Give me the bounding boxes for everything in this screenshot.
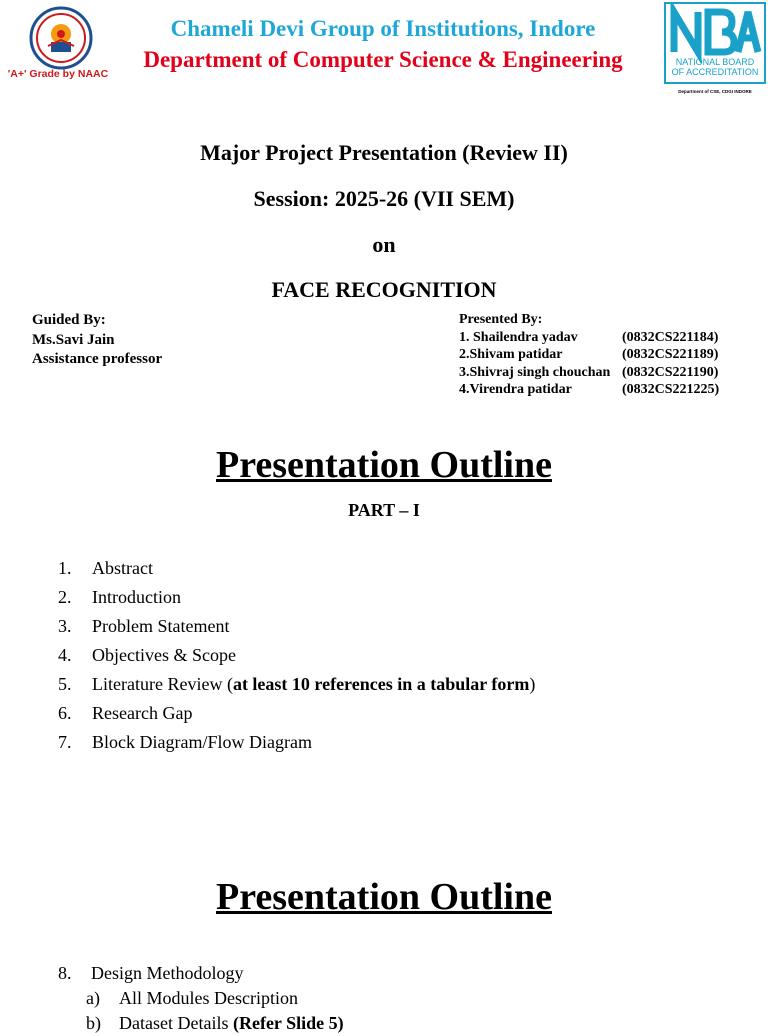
member-name: 3.Shivraj singh chouchan — [459, 364, 611, 380]
outline-heading: Presentation Outline — [215, 876, 552, 918]
item-text-pre: Literature Review ( — [92, 674, 233, 694]
item-text-pre: Dataset Details — [119, 1013, 233, 1033]
item-text-bold: at least 10 references in a tabular form — [232, 674, 530, 694]
item-text: Problem Statement — [92, 616, 230, 636]
guide-role: Assistance professor — [32, 351, 163, 367]
item-text-post: ) — [529, 674, 536, 694]
presented-by-block — [459, 311, 720, 399]
nba-logo — [664, 2, 766, 94]
item-number: 7. — [58, 732, 72, 752]
member-row — [459, 364, 719, 382]
item-number: 6. — [58, 703, 72, 723]
member-row — [459, 346, 719, 364]
member-name: 1. Shailendra yadav — [459, 329, 578, 345]
item-text: Block Diagram/Flow Diagram — [92, 732, 312, 752]
member-id: (0832CS221190) — [622, 364, 719, 380]
guide-name: Ms.Savi Jain — [32, 331, 115, 348]
item-text — [119, 1011, 344, 1035]
item-number: 1. — [58, 558, 72, 578]
nba-line1: NATIONAL BOARD — [675, 57, 755, 67]
member-row — [459, 381, 720, 399]
item-text — [92, 672, 535, 696]
nba-line2: OF ACCREDITATION — [671, 67, 759, 77]
guided-heading: Guided By: — [32, 312, 106, 328]
naac-grade-label: 'A+' Grade by NAAC — [7, 68, 109, 80]
project-topic: FACE RECOGNITION — [271, 277, 497, 302]
item-number: 8. — [58, 963, 72, 983]
item-text: Abstract — [92, 558, 153, 578]
item-number: 5. — [58, 674, 72, 694]
presentation-title: Major Project Presentation (Review II) — [200, 140, 568, 165]
member-id: (0832CS221189) — [622, 347, 719, 362]
department-name: Department of Computer Science & Engineering — [143, 47, 623, 72]
item-text: Objectives & Scope — [92, 645, 236, 665]
session-label: Session: 2025-26 (VII SEM) — [253, 186, 515, 211]
institution-name: Chameli Devi Group of Institutions, Indore — [170, 16, 596, 41]
item-text: All Modules Description — [119, 988, 298, 1008]
item-number: b) — [86, 1013, 101, 1033]
on-label: on — [372, 232, 396, 257]
guided-by-block — [32, 311, 162, 370]
item-number: 3. — [58, 616, 72, 636]
member-name: 2.Shivam patidar — [459, 347, 563, 362]
member-id: (0832CS221225) — [622, 382, 720, 397]
presented-heading: Presented By: — [459, 312, 543, 327]
item-text: Research Gap — [92, 703, 193, 723]
item-number: a) — [86, 988, 100, 1008]
member-row — [459, 329, 719, 347]
item-number: 4. — [58, 645, 72, 665]
item-text: Introduction — [92, 587, 181, 607]
member-name: 4.Virendra patidar — [459, 382, 572, 397]
outline-heading: Presentation Outline — [215, 444, 552, 486]
part-label: PART – I — [348, 500, 420, 520]
nba-footer: Department of CSE, CDGI INDORE — [678, 89, 752, 94]
member-id: (0832CS221184) — [622, 329, 719, 345]
item-number: 2. — [58, 587, 72, 607]
item-text: Design Methodology — [91, 963, 244, 983]
item-text-bold: (Refer Slide 5) — [232, 1013, 344, 1033]
